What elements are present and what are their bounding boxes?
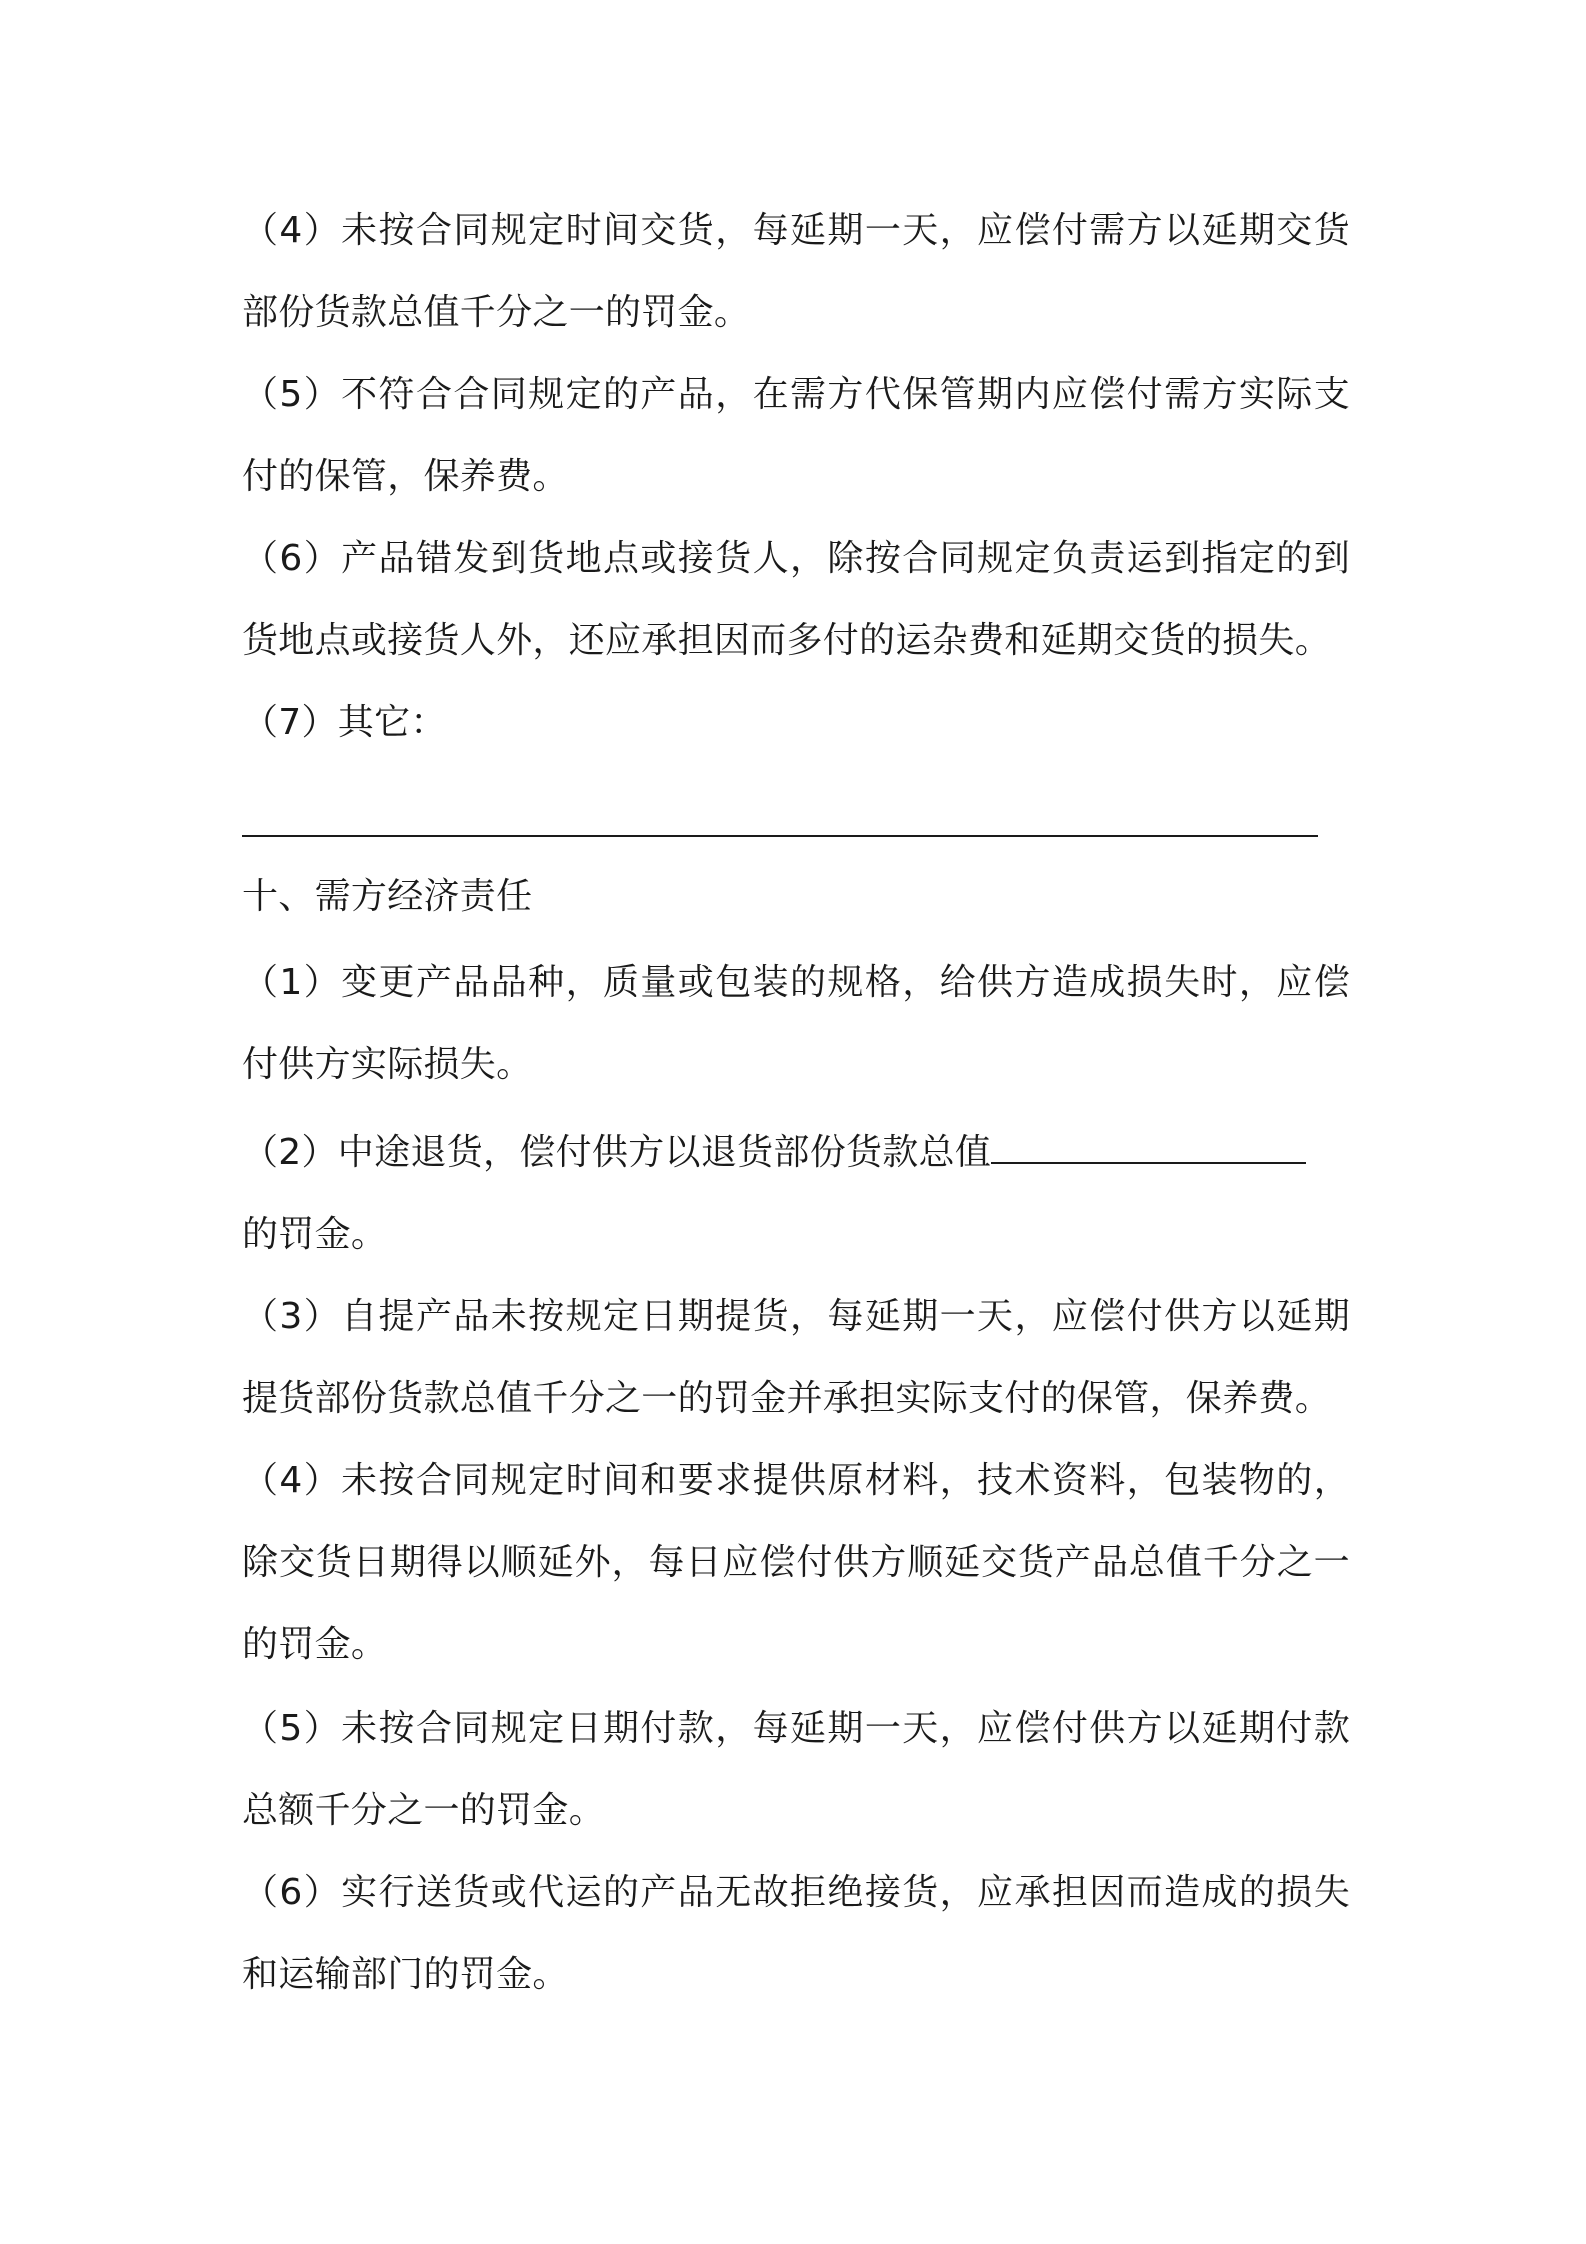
buyer-clause-6: （6）实行送货或代运的产品无故拒绝接货，应承担因而造成的损失和运输部门的罚金。 <box>242 1872 1350 1995</box>
supplier-clause-7: （7）其它： <box>242 702 447 743</box>
buyer-clause-4: （4）未按合同规定时间和要求提供原材料，技术资料，包装物的，除交货日期得以顺延外，每日应偿付供方顺延交货产品总值千分之一的罚金。 <box>242 1460 1350 1665</box>
buyer-clause-1: （1）变更产品品种，质量或包装的规格，给供方造成损失时，应偿付供方实际损失。 <box>242 962 1350 1085</box>
supplier-clause-6: （6）产品错发到货地点或接货人，除按合同规定负责运到指定的到货地点或接货人外，还应承担因而多付的运杂费和延期交货的损失。 <box>242 538 1350 661</box>
buyer-clause-2-text: （2）中途退货，偿付供方以退货部份货款总值 <box>242 1132 992 1173</box>
supplier-clause-4: （4）未按合同规定时间交货，每延期一天，应偿付需方以延期交货部份货款总值千分之一的罚金。 <box>242 210 1350 333</box>
supplier-clause-5: （5）不符合合同规定的产品，在需方代保管期内应偿付需方实际支付的保管，保养费。 <box>242 374 1350 497</box>
buyer-clause-2-tail: 的罚金。 <box>242 1214 388 1255</box>
penalty-amount-blank <box>991 1136 1306 1164</box>
other-terms-fill-line <box>242 835 1318 837</box>
buyer-clause-2 <box>242 1112 1350 1276</box>
section-heading-buyer-liability: 十、需方经济责任 <box>242 876 533 917</box>
buyer-clause-5: （5）未按合同规定日期付款，每延期一天，应偿付供方以延期付款总额千分之一的罚金。 <box>242 1708 1350 1831</box>
buyer-clause-3: （3）自提产品未按规定日期提货，每延期一天，应偿付供方以延期提货部份货款总值千分之一的罚金并承担实际支付的保管，保养费。 <box>242 1296 1350 1419</box>
